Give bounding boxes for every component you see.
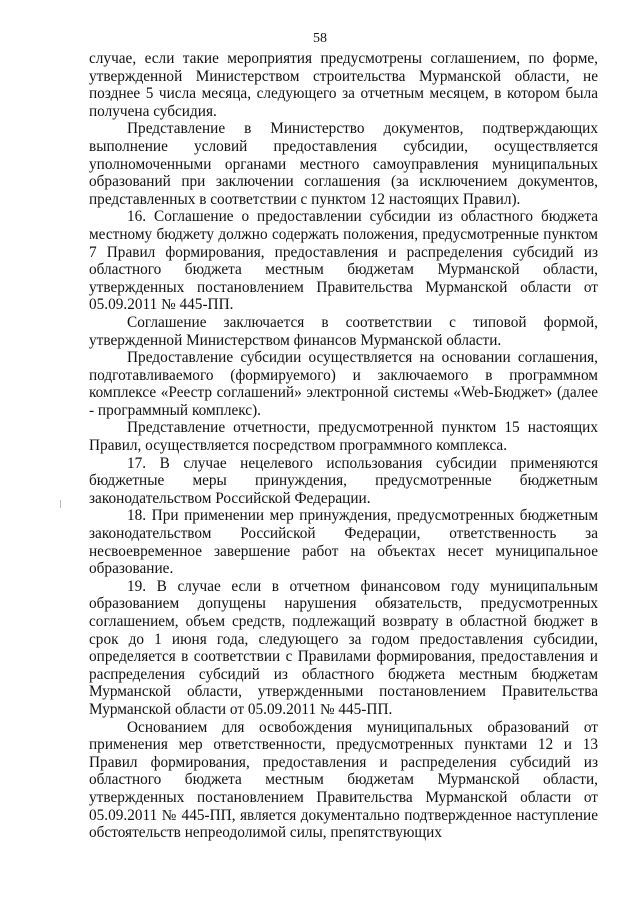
paragraph: Предоставление субсидии осуществляется на основании соглашения, подготавливаемого (формируемого) и заключаемого в программном комплексе «Реестр соглашений» электронной системы «Web-Бюджет» (далее - программный комплекс). (89, 349, 598, 419)
paragraph-item-18: 18. При применении мер принуждения, предусмотренных бюджетным законодательством Российской Федерации, ответственность за несвоевременное завершение работ на объектах несет муниципальное образование. (89, 507, 598, 578)
paragraph-item-19: 19. В случае если в отчетном финансовом году муниципальным образованием допущены нарушения обязательств, предусмотренных соглашением, объем средств, подлежащий возврату в областной бюджет в срок до 1 июня года, следующего за годом предоставления субсидии, определяется в соответствии с Правилами формирования, предоставления и распределения субсидий из областного бюджета местным бюджетам Мурманской области, утвержденными постановлением Правительства Мурманской области от 05.09.2011 № 445-ПП. (89, 577, 598, 718)
paragraph-item-16: 16. Соглашение о предоставлении субсидии из областного бюджета местному бюджету должно содержать положения, предусмотренные пунктом 7 Правил формирования, предоставления и распределения субсидий из областного бюджета местным бюджетам Мурманской области, утвержденных постановлением Правительства Мурманской области от 05.09.2011 № 445-ПП. (89, 208, 598, 314)
paragraph-continuation: случае, если такие мероприятия предусмотрены соглашением, по форме, утвержденной Министерством строительства Мурманской области, не позднее 5 числа месяца, следующего за отчетным месяцем, в котором была получена субсидия. (89, 50, 598, 120)
paragraph: Соглашение заключается в соответствии с типовой формой, утвержденной Министерством финансов Мурманской области. (89, 313, 598, 349)
paragraph: Представление отчетности, предусмотренной пунктом 15 настоящих Правил, осуществляется посредством программного комплекса. (89, 419, 598, 455)
page-number: 58 (313, 31, 327, 46)
document-body (89, 50, 598, 842)
paragraph: Основанием для освобождения муниципальных образований от применения мер ответственности, предусмотренных пунктами 12 и 13 Правил формирования, предоставления и распределения субсидий из областного бюджета местным бюджетам Мурманской области, утвержденных постановлением Правительства Мурманской области от 05.09.2011 № 445-ПП, является документально подтвержденное наступление обстоятельств непреодолимой силы, препятствующих (89, 718, 598, 842)
paragraph: Представление в Министерство документов, подтверждающих выполнение условий предоставления субсидии, осуществляется уполномоченными органами местного самоуправления муниципальных образований при заключении соглашения (за исключением документов, представленных в соответствии с пунктом 12 настоящих Правил). (89, 120, 598, 208)
paragraph-item-17: 17. В случае нецелевого использования субсидии применяются бюджетные меры принуждения, предусмотренные бюджетным законодательством Российской Федерации. (89, 454, 598, 507)
margin-mark (60, 500, 61, 508)
